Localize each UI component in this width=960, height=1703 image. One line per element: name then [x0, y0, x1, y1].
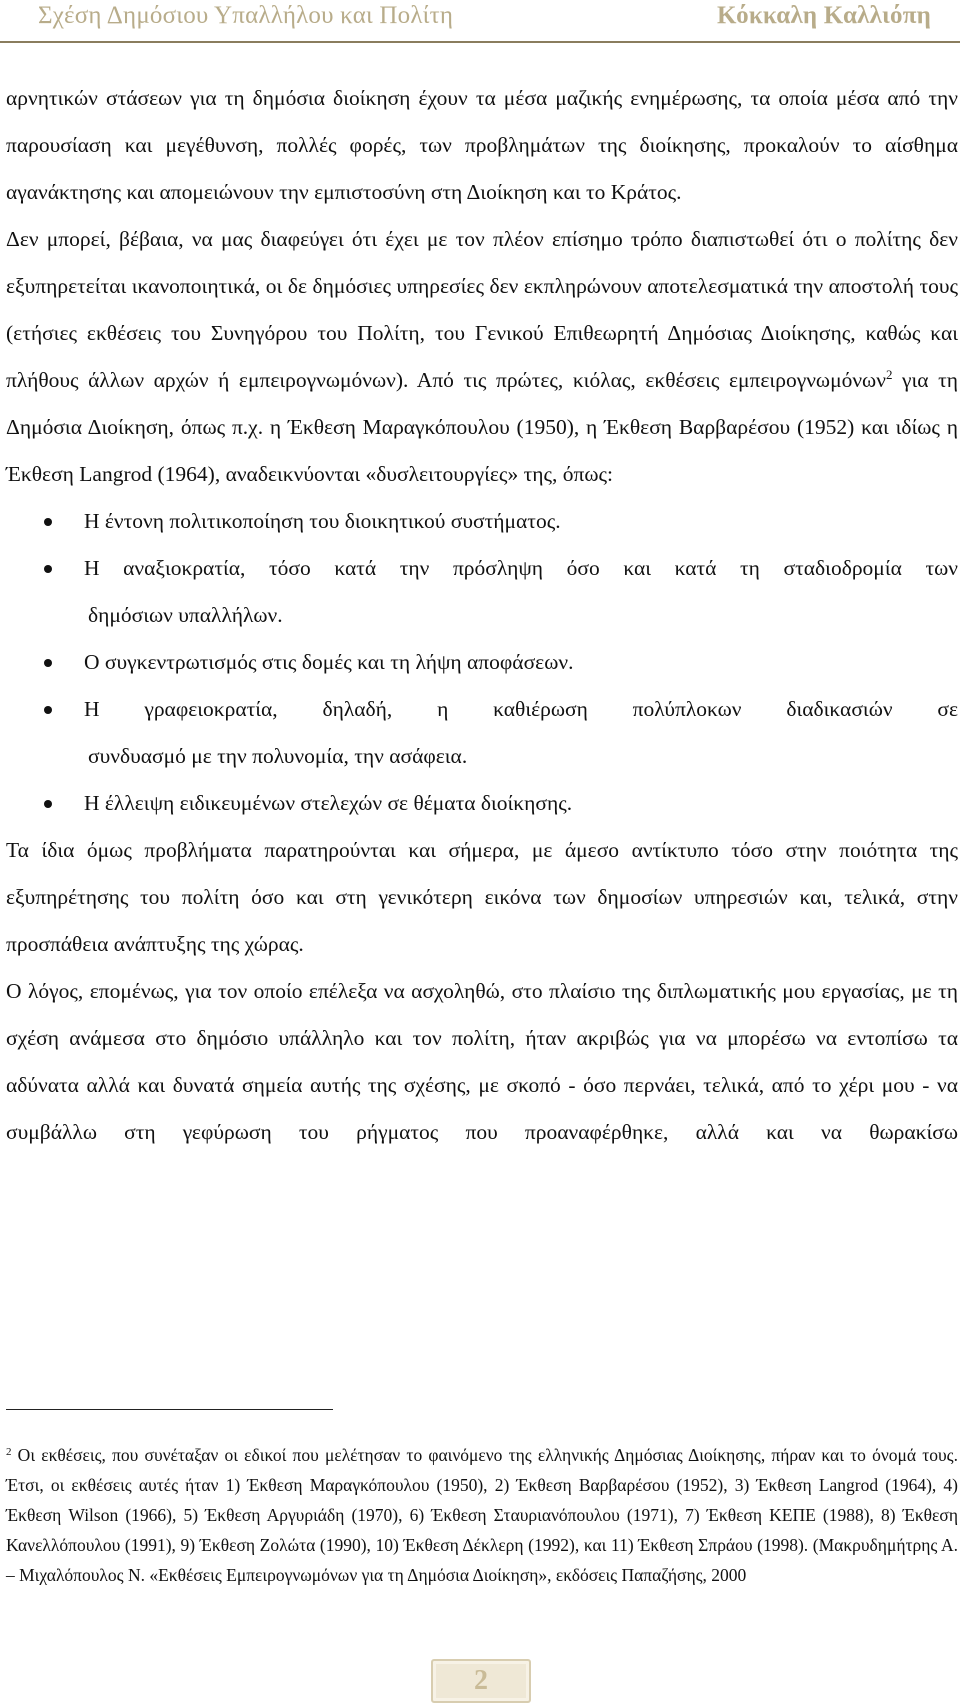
list-item-text: Ο συγκεντρωτισμός στις δομές και τη λήψη αποφάσεων.	[84, 650, 574, 674]
paragraph-3: Τα ίδια όμως προβλήματα παρατηρούνται και σήμερα, με άμεσο αντίκτυπο τόσο στην ποιότητα της εξυπηρέτησης του πολίτη όσο και στη γενικότερη εικόνα των δημοσίων υπηρεσιών και, τελικά, στην προσπάθεια ανάπτυξης της χώρας.	[6, 838, 958, 956]
bullet-icon	[44, 565, 52, 573]
header-rule	[0, 41, 960, 43]
paragraph-2	[6, 216, 958, 498]
dysfunction-list	[6, 498, 958, 827]
bullet-icon	[44, 659, 52, 667]
footnote-separator	[6, 1409, 333, 1410]
list-item	[6, 498, 958, 545]
list-item	[6, 545, 958, 592]
header-author: Κόκκαλη Καλλιόπη	[716, 2, 931, 29]
body-text	[6, 75, 958, 1156]
footnote-reference[interactable]: 2	[885, 367, 893, 382]
bullet-icon	[44, 800, 52, 808]
footnote	[6, 1440, 958, 1590]
list-item-text: δημόσιων υπαλλήλων.	[88, 603, 283, 627]
footnote-text: Οι εκθέσεις, που συνέταξαν οι εδικοί που μελέτησαν το φαινόμενο της ελληνικής Δημόσιας Διοίκησης, πήραν και το όνομά τους. Έτσι, οι εκθέσεις αυτές ήταν 1) Έκθεση Μαραγκόπουλου (1950), 2) Έκθεση Βαρβαρέσου (1952), 3) Έκθεση Langrod (1964), 4) Έκθεση Wilson (1966), 5) Έκθεση Αργυριάδη (1970), 6) Έκθεση Σταυριανόπουλου (1971), 7) Έκθεση ΚΕΠΕ (1988), 8) Έκθεση Κανελλόπουλου (1991), 9) Έκθεση Ζολώτα (1990), 10) Έκθεση Δέκλερη (1992), και 11) Έκθεση Σπράου (1998). (Μακρυδημήτρης Α. – Μιχαλόπουλος Ν. «Εκθέσεις Εμπειρογνωμόνων για τη Δημόσια Διοίκηση», εκδόσεις Παπαζήσης, 2000	[6, 1445, 958, 1585]
running-header	[0, 0, 960, 42]
list-item	[6, 639, 958, 686]
paragraph-4: Ο λόγος, επομένως, για τον οποίο επέλεξα να ασχοληθώ, στο πλαίσιο της διπλωματικής μου εργασίας, με τη σχέση ανάμεσα στο δημόσιο υπάλληλο και τον πολίτη, ήταν ακριβώς για να μπορέσω να εντοπίσω τα αδύνατα αλλά και δυνατά σημεία αυτής της σχέσης, με σκοπό - όσο περνάει, τελικά, από το χέρι μου - να συμβάλλω στη γεφύρωση του ρήγματος που προαναφέρθηκε, αλλά και να θωρακίσω	[6, 979, 958, 1144]
list-item-text: Η αναξιοκρατία, τόσο κατά την πρόσληψη όσο και κατά τη σταδιοδρομία των	[84, 556, 958, 580]
list-item-continuation	[6, 733, 958, 780]
list-item-text: Η γραφειοκρατία, δηλαδή, η καθιέρωση πολύπλοκων διαδικασιών σε	[84, 697, 958, 721]
page-number: 2	[431, 1659, 531, 1703]
bullet-icon	[44, 706, 52, 714]
list-item	[6, 686, 958, 733]
paragraph-1: αρνητικών στάσεων για τη δημόσια διοίκηση έχουν τα μέσα μαζικής ενημέρωσης, τα οποία μέσα από την παρουσίαση και μεγέθυνση, πολλές φορές, των προβλημάτων της διοίκησης, προκαλούν το αίσθημα αγανάκτησης και απομειώνουν την εμπιστοσύνη στη Διοίκηση και το Κράτος.	[6, 86, 958, 204]
footnote-marker: 2	[6, 1446, 12, 1458]
paragraph-2-part-1: Δεν μπορεί, βέβαια, να μας διαφεύγει ότι έχει με τον πλέον επίσημο τρόπο διαπιστωθεί ότι ο πολίτης δεν εξυπηρετείται ικανοποιητικά, οι δε δημόσιες υπηρεσίες δεν εκπληρώνουν αποτελεσματικά την αποστολή τους (ετήσιες εκθέσεις του Συνηγόρου του Πολίτη, του Γενικού Επιθεωρητή Δημόσιας Διοίκησης, καθώς και πλήθους άλλων αρχών ή εμπειρογνωμόνων). Από τις πρώτες, κιόλας, εκθέσεις εμπειρογνωμόνων	[6, 227, 958, 392]
bullet-icon	[44, 518, 52, 526]
list-item-text: συνδυασμό με την πολυνομία, την ασάφεια.	[88, 744, 468, 768]
paragraph-2-part-2: για τη Δημόσια Διοίκηση, όπως π.χ. η Έκθεση Μαραγκόπουλου (1950), η Έκθεση Βαρβαρέσου (1952) και ιδίως η Έκθεση Langrod (1964), αναδεικνύονται «δυσλειτουργίες» της, όπως:	[6, 368, 958, 486]
list-item-continuation	[6, 592, 958, 639]
list-item	[6, 780, 958, 827]
header-title: Σχέση Δημόσιου Υπαλλήλου και Πολίτη	[38, 2, 454, 29]
list-item-text: Η έλλειψη ειδικευμένων στελεχών σε θέματα διοίκησης.	[84, 791, 573, 815]
list-item-text: Η έντονη πολιτικοποίηση του διοικητικού συστήματος.	[84, 509, 561, 533]
